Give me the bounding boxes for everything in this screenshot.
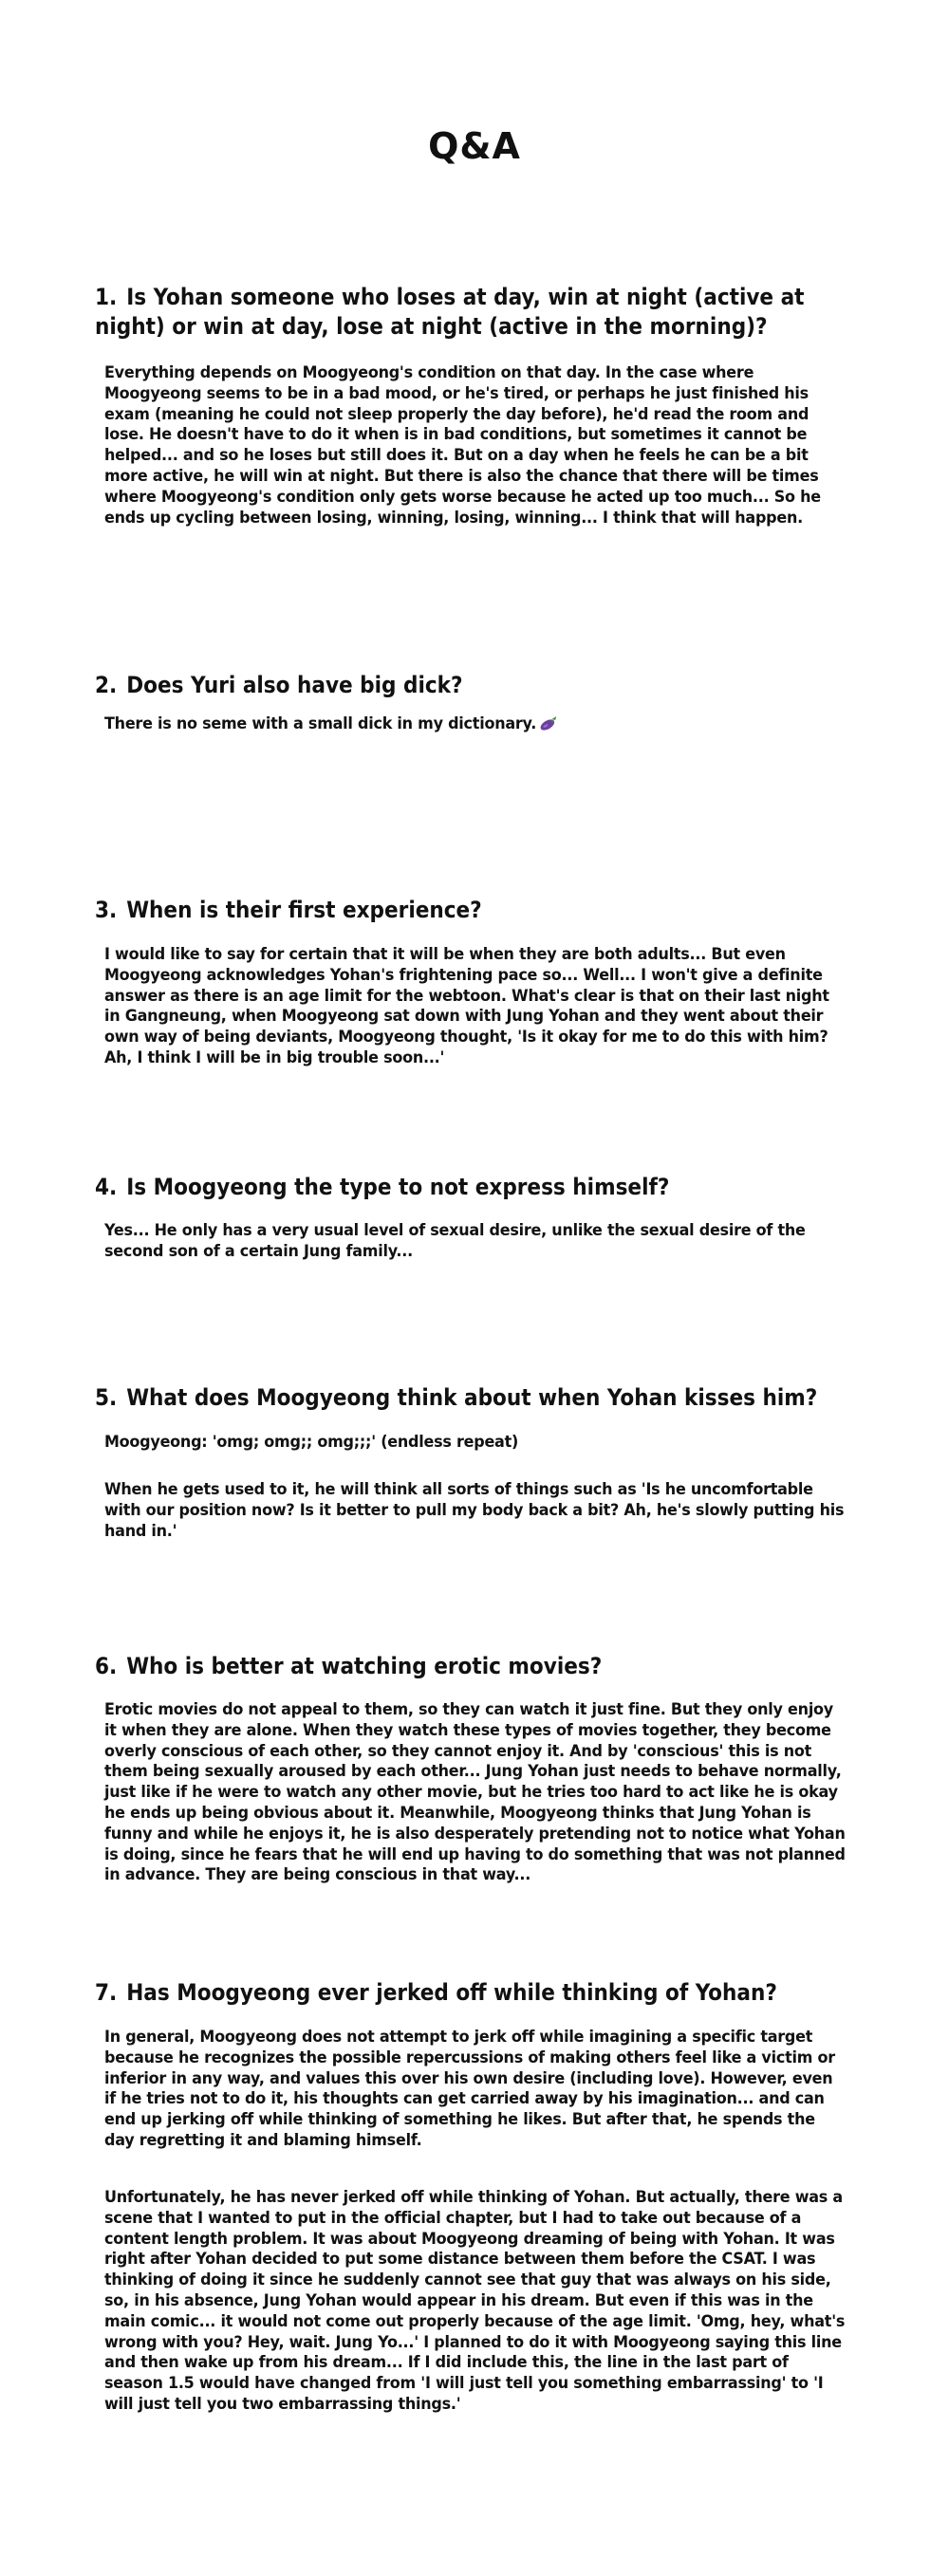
page-title: Q&A	[428, 125, 521, 167]
question-text: Has Moogyeong ever jerked off while thinking of Yohan?	[126, 1979, 777, 2006]
question-6	[95, 1652, 854, 1681]
question-number: 2.	[95, 672, 118, 698]
question-3	[95, 896, 854, 925]
answer-5-paragraph-2: When he gets used to it, he will think all sorts of things such as 'Is he uncomfortable with our position now? Is it better to pull my body back a bit? Ah, he's slowly putting his hand in.'	[104, 1480, 845, 1541]
question-text: Who is better at watching erotic movies?	[126, 1653, 603, 1679]
question-4	[95, 1173, 854, 1202]
question-number: 5.	[95, 1384, 118, 1411]
answer-6-paragraph-1: Erotic movies do not appeal to them, so they can watch it just fine. But they only enjoy it when they are alone. When they watch these types of movies together, they become overly conscious of each other, so they cannot enjoy it. And by 'conscious' this is not them being sexually aroused by each other... Jung Yohan just needs to behave normally, just like if he were to watch any other movie, but he tries too hard to act like he is okay he ends up being obvious about it. Meanwhile, Moogyeong thinks that Jung Yohan is funny and while he enjoys it, he is also desperately pretending not to notice what Yohan is doing, since he fears that he will end up having to do something that was not planned in advance. They are being conscious in that way...	[104, 1700, 846, 1885]
question-text: What does Moogyeong think about when Yohan kisses him?	[126, 1384, 818, 1411]
question-7	[95, 1978, 854, 2008]
answer-5-paragraph-1: Moogyeong: 'omg; omg;; omg;;;' (endless repeat)	[104, 1433, 519, 1452]
eggplant-icon	[540, 715, 558, 731]
question-text: Is Moogyeong the type to not express himself?	[126, 1174, 670, 1200]
answer-1-paragraph-1: Everything depends on Moogyeong's condition on that day. In the case where Moogyeong seems to be in a bad mood, or he's tired, or perhaps he just finished his exam (meaning he could not sleep properly the day before), he'd read the room and lose. He doesn't have to do it when is in bad conditions, but sometimes it cannot be helped... and so he loses but still does it. But on a day when he feels he can be a bit more active, he will win at night. But there is also the chance that there will be times where Moogyeong's condition only gets worse because he acted up too much... So he ends up cycling between losing, winning, losing, winning... I think that will happen.	[104, 363, 821, 528]
answer-2-paragraph-1: There is no seme with a small dick in my dictionary.	[104, 714, 537, 733]
answer-2	[104, 714, 846, 735]
answer-7-paragraph-2: Unfortunately, he has never jerked off while thinking of Yohan. But actually, there was a scene that I wanted to put in the official chapter, but I had to take out because of a content length problem. It was about Moogyeong dreaming of being with Yohan. It was right after Yohan decided to put some distance between them before the CSAT. I was thinking of doing it since he suddenly cannot see that guy that was always on his side, so, in his absence, Jung Yohan would appear in his dream. But even if this was in the main comic... it would not come out properly because of the age limit. 'Omg, hey, what's wrong with you? Hey, wait. Jung Yo...' I planned to do it with Moogyeong saying this line and then wake up from his dream... If I did include this, the line in the last part of season 1.5 would have changed from 'I will just tell you something embarrassing' to 'I will just tell you two embarrassing things.'	[104, 2188, 846, 2414]
question-number: 6.	[95, 1653, 118, 1679]
question-text: Does Yuri also have big dick?	[126, 672, 463, 698]
question-number: 4.	[95, 1174, 118, 1200]
question-2	[95, 671, 854, 700]
answer-4-paragraph-1: Yes... He only has a very usual level of sexual desire, unlike the sexual desire of the second son of a certain Jung family...	[104, 1221, 806, 1261]
answer-7-paragraph-1: In general, Moogyeong does not attempt to jerk off while imagining a specific target because he recognizes the possible repercussions of making others feel like a victim or inferior in any way, and values this over his own desire (including love). However, even if he tries not to do it, his thoughts can get carried away by his imagination... and can end up jerking off while thinking of something he likes. But after that, he spends the day regretting it and blaming himself.	[104, 2028, 835, 2150]
question-1	[95, 283, 854, 342]
question-number: 7.	[95, 1979, 118, 2006]
question-text: When is their first experience?	[126, 897, 482, 923]
answer-3-paragraph-1: I would like to say for certain that it will be when they are both adults... But even Moogyeong acknowledges Yohan's frightening pace so... Well... I won't give a definite answer as there is an age limit for the webtoon. What's clear is that on their last night in Gangneung, when Moogyeong sat down with Jung Yohan and they went about their own way of being deviants, Moogyeong thought, 'Is it okay for me to do this with him? Ah, I think I will be in big trouble soon...'	[104, 945, 829, 1067]
question-number: 3.	[95, 897, 118, 923]
question-5	[95, 1383, 854, 1413]
question-number: 1.	[95, 284, 118, 310]
question-text: Is Yohan someone who loses at day, win at night (active at night) or win at day, lose at night (active in the morning)?	[95, 284, 805, 340]
